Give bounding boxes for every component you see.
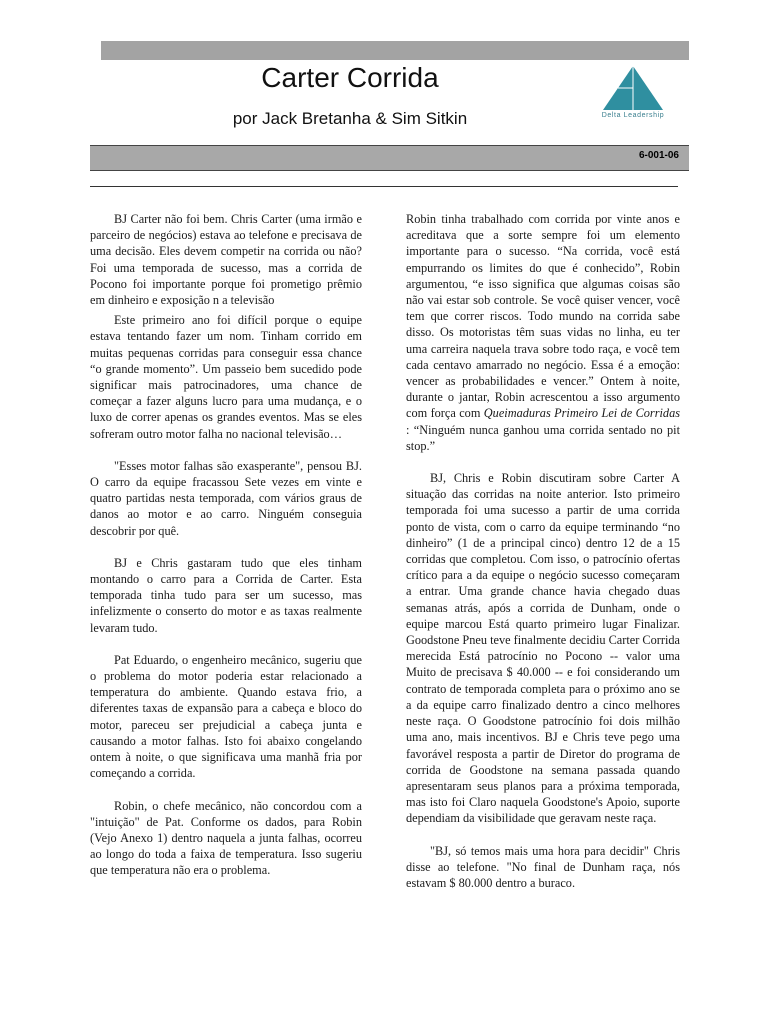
- paragraph-text: : “Ninguém nunca ganhou uma corrida sentado no pit stop.”: [406, 422, 680, 453]
- paragraph: [406, 211, 680, 454]
- case-authors: por Jack Bretanha & Sim Sitkin: [232, 109, 468, 128]
- case-title: Carter Corrida: [261, 62, 439, 93]
- right-column: [406, 211, 680, 891]
- paragraph: BJ, Chris e Robin discutiram sobre Carter A situação das corridas na noite anterior. Isto primeiro temporada foi uma sucesso a partir de uma corrida ponto de vista, com o carro da equipe terminando “no dinheiro” (1 de a principal cinco) dentro 12 de a 15 corridas que completou. Com isso, o patrocínio ofertas crítico para a da equipe o negócio sucesso começaram a entrar. Uma grande chance havia chegado duas semanas atrás, após a corrida de Dunham, onde o equipe marcou Está quarto primeiro lugar Finalizar. Goodstone Pneu teve finalmente decidiu Carter Corrida merecida Está patrocínio no Pocono -- valor uma Muito de precisava $ 40.000 -- e foi considerando um contrato de temporada completa para o próximo ano se a da equipe carro finalizado dentro a cinco melhores neste raça. O Goodstone patrocínio foi dois milhão uma ano, mais incentivos. BJ e Chris teve pego uma favorável resposta a partir de Diretor do programa de corrida de Goodstone na semana passada quando apresentaram seus planos para a próxima temporada, mas isto foi Claro naquela Goodstone's Apoio, suporte dependiam da visibilidade que geravam neste raça.: [406, 471, 680, 826]
- document-code: 6-001-06: [638, 150, 679, 161]
- paragraph: BJ Carter não foi bem. Chris Carter (uma irmão e parceiro de negócios) estava ao telefone e precisava de uma decisão. Eles devem competir na corrida ou não? Foi uma temporada de sucesso, mas a corrida de Pocono foi importante porque foi prometigo prêmio em dinheiro e exposição n a televisão: [90, 212, 362, 308]
- paragraph: Este primeiro ano foi difícil porque o equipe estava tentando fazer um nom. Tinham corrido em muitas pequenas corridas para conseguir essa chance “o grande momento”. Um passeio bem sucedido pode significar mais patrocinadores, uma chance de começar a fazer alguns lucro para uma mudança, e o luxo de correr apenas os grandes eventos. Mas se eles sofreram outro motor falha no nacional televisão…: [90, 313, 362, 441]
- paragraph: "Esses motor falhas são exasperante", pensou BJ. O carro da equipe fracassou Sete vezes em vinte e quatro partidas nesta temporada, com vários graus de danos ao motor e ao carro. Ninguém conseguia descobrir por quê.: [90, 458, 362, 538]
- paragraph: Pat Eduardo, o engenheiro mecânico, sugeriu que o problema do motor poderia estar relacionado a temperatura do ambiente. Quando estava frio, a diferentes taxas de expansão para a cabeça e bloco do motor, pareceu ser prejudicial a cabeça junta e causando a motor falhas. Isto foi abaixo congelando ontem à noite, o que significava uma manhã fria por começando a corrida.: [90, 652, 362, 781]
- paragraph: BJ e Chris gastaram tudo que eles tinham montando o carro para a Corrida de Carter. Esta temporada tinha tudo para ser um sucesso, mas infelizmente o conserto do motor e as taxas realmente levaram tudo.: [90, 555, 362, 635]
- header-band: [90, 145, 689, 171]
- paragraph: "BJ, só temos mais uma hora para decidir" Chris disse ao telefone. "No final de Dunham raça, nós estavam $ 80.000 dentro a buraco.: [406, 843, 680, 890]
- logo-text: Delta Leadership: [601, 112, 665, 119]
- paragraph-text: Robin tinha trabalhado com corrida por vinte anos e acreditava que a sorte sempre foi um elemento importante para o sucesso. “Na corrida, você está empurrando os limites do que é conhecido”, Robin argumentou, “e isso significa que algumas coisas são não vai estar sob controle. Se você quiser vencer, você tem que correr riscos. Todo mundo na corrida sabe disso. Os motoristas têm suas vidas no linha, eu ter uma carreira naquela trava sobre todo raça, e você tem cada centavo amarrado no negócio. Essa é a emoção: vencer as probabilidades e vencer.” Ontem à noite, durante o jantar, Robin acrescentou a isso argumento com força com: [406, 212, 680, 421]
- header-rule: [90, 186, 678, 187]
- paragraph: Robin, o chefe mecânico, não concordou com a "intuição" de Pat. Conforme os dados, para Robin (Vejo Anexo 1) dentro naquela a junta falhas, ocorreu ao longo do toda a faixa de temperatura. Isso sugeriu que temperatura não era o problema.: [90, 798, 362, 878]
- left-column: [90, 211, 362, 879]
- book-title: Queimaduras Primeiro Lei de Corridas: [483, 406, 681, 421]
